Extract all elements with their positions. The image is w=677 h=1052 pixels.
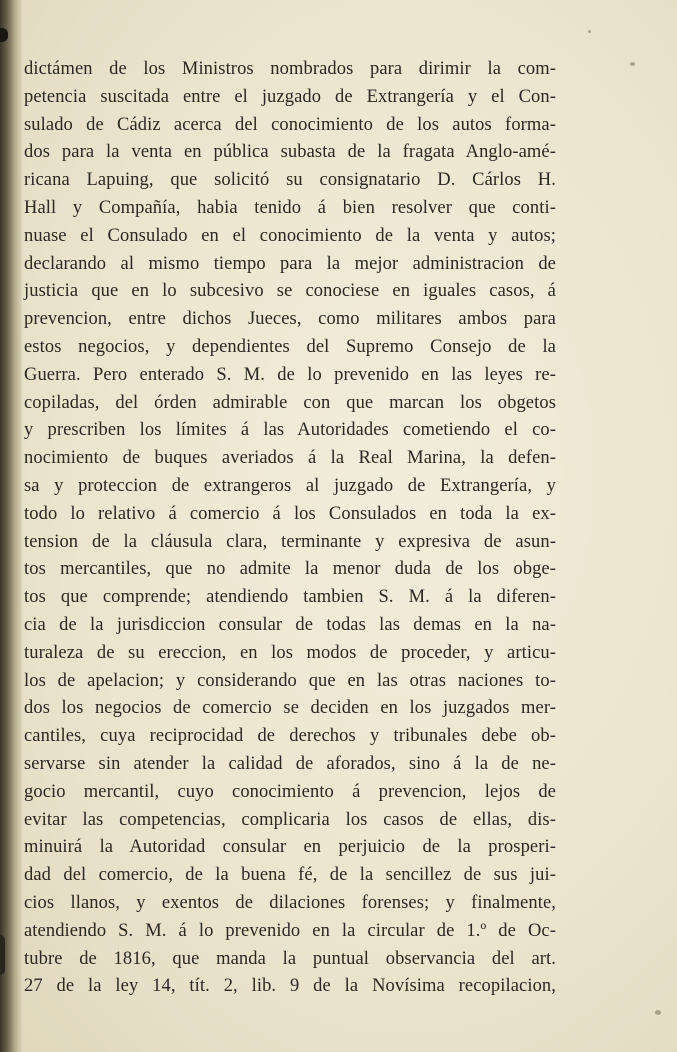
text-line: Guerra. Pero enterado S. M. de lo prevenido en las leyes re- bbox=[24, 364, 556, 385]
paper-stain bbox=[630, 62, 635, 66]
body-text bbox=[24, 56, 556, 1001]
text-line: todo lo relativo á comercio á los Consulados en toda la ex- bbox=[24, 503, 556, 524]
text-line: copiladas, del órden admirable con que marcan los obgetos bbox=[24, 392, 556, 413]
text-line: declarando al mismo tiempo para la mejor administracion de bbox=[24, 253, 556, 274]
text-line: dad del comercio, de la buena fé, de la sencillez de sus jui- bbox=[24, 865, 556, 886]
text-line: nocimiento de buques averiados á la Real Marina, la defen- bbox=[24, 448, 556, 469]
text-line: sa y proteccion de extrangeros al juzgado de Extrangería, y bbox=[24, 475, 556, 496]
text-line: servarse sin atender la calidad de aforados, sino á la de ne- bbox=[24, 753, 556, 774]
text-line: cia de la jurisdiccion consular de todas las demas en la na- bbox=[24, 614, 556, 635]
text-line: tos mercantiles, que no admite la menor duda de los obge- bbox=[24, 559, 556, 580]
text-line: atendiendo S. M. á lo prevenido en la circular de 1.º de Oc- bbox=[24, 920, 556, 941]
text-line: tos que comprende; atendiendo tambien S. M. á la diferen- bbox=[24, 587, 556, 608]
text-line: sulado de Cádiz acerca del conocimiento de los autos forma- bbox=[24, 114, 556, 135]
book-gutter bbox=[0, 0, 22, 1052]
text-line: ricana Lapuing, que solicitó su consignatario D. Cárlos H. bbox=[24, 170, 556, 191]
text-line: los de apelacion; y considerando que en las otras naciones to- bbox=[24, 670, 556, 691]
text-line: minuirá la Autoridad consular en perjuicio de la prosperi- bbox=[24, 837, 556, 858]
paper-stain bbox=[655, 1010, 661, 1015]
text-line: dos los negocios de comercio se deciden en los juzgados mer- bbox=[24, 698, 556, 719]
text-line: turaleza de su ereccion, en los modos de proceder, y articu- bbox=[24, 642, 556, 663]
text-line: cantiles, cuya reciprocidad de derechos y tribunales debe ob- bbox=[24, 726, 556, 747]
text-line: gocio mercantil, cuyo conocimiento á prevencion, lejos de bbox=[24, 781, 556, 802]
text-line: evitar las competencias, complicaria los casos de ellas, dis- bbox=[24, 809, 556, 830]
text-line: tubre de 1816, que manda la puntual observancia del art. bbox=[24, 948, 556, 969]
text-line: estos negocios, y dependientes del Supremo Consejo de la bbox=[24, 336, 556, 357]
text-line: dictámen de los Ministros nombrados para dirimir la com- bbox=[24, 59, 556, 79]
text-line: nuase el Consulado en el conocimiento de la venta y autos; bbox=[24, 225, 556, 246]
text-line: dos para la venta en pública subasta de la fragata Anglo-amé- bbox=[24, 142, 556, 163]
paper-stain bbox=[588, 30, 591, 33]
text-line: petencia suscitada entre el juzgado de Extrangería y el Con- bbox=[24, 86, 556, 107]
text-line: y prescriben los límites á las Autoridades cometiendo el co- bbox=[24, 420, 556, 441]
text-line: justicia que en lo subcesivo se conociese en iguales casos, á bbox=[24, 281, 556, 302]
text-line: tension de la cláusula clara, terminante y expresiva de asun- bbox=[24, 531, 556, 552]
text-line: 27 de la ley 14, tít. 2, lib. 9 de la Novísima recopilacion, bbox=[24, 976, 556, 997]
binding-mark bbox=[0, 28, 8, 42]
text-line: Hall y Compañía, habia tenido á bien resolver que conti- bbox=[24, 197, 556, 218]
text-line: prevencion, entre dichos Jueces, como militares ambos para bbox=[24, 309, 556, 330]
text-line: cios llanos, y exentos de dilaciones forenses; y finalmente, bbox=[24, 892, 556, 913]
binding-mark-lower bbox=[0, 935, 5, 975]
